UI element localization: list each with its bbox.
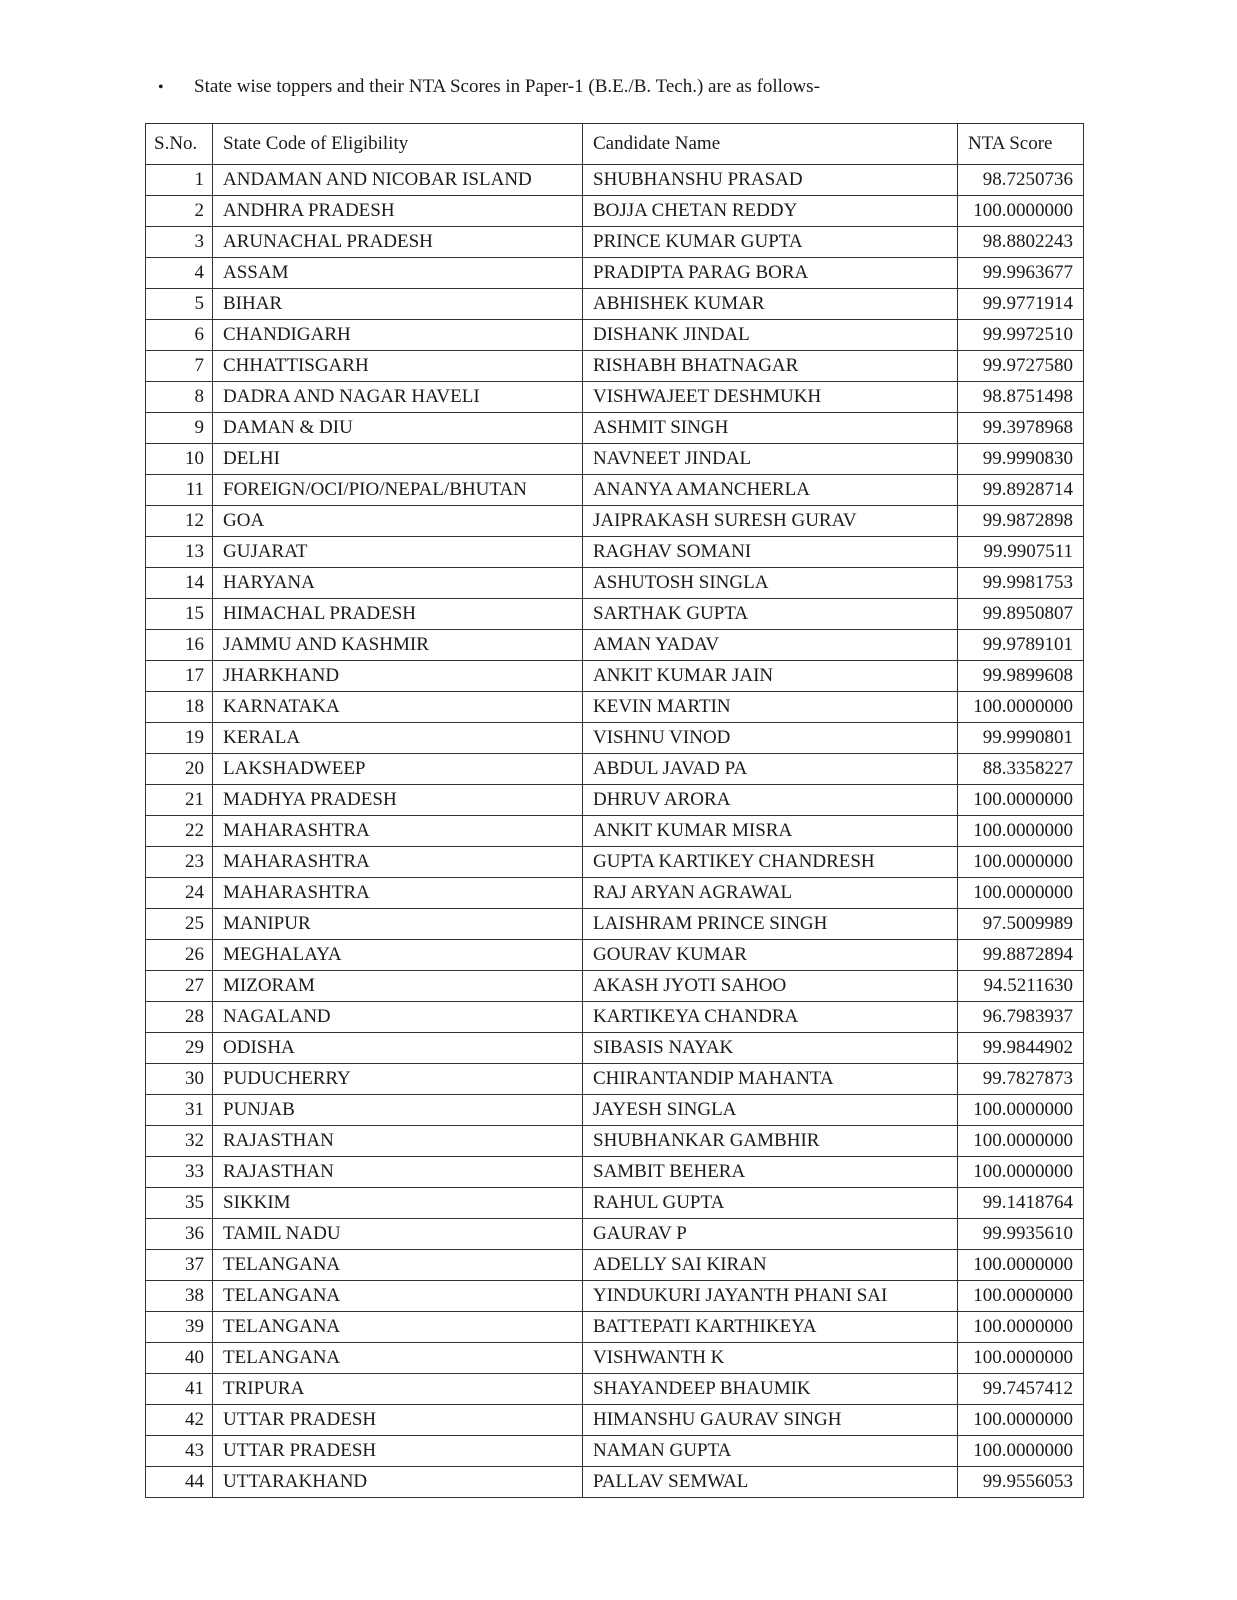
cell-state: UTTAR PRADESH bbox=[213, 1436, 583, 1467]
cell-state: CHHATTISGARH bbox=[213, 351, 583, 382]
cell-nta-score: 100.0000000 bbox=[958, 847, 1084, 878]
cell-state: TELANGANA bbox=[213, 1343, 583, 1374]
cell-nta-score: 100.0000000 bbox=[958, 1436, 1084, 1467]
table-row bbox=[146, 506, 1084, 537]
table-row bbox=[146, 1467, 1084, 1498]
cell-candidate-name: ANKIT KUMAR JAIN bbox=[583, 661, 958, 692]
cell-nta-score: 99.7457412 bbox=[958, 1374, 1084, 1405]
cell-nta-score: 94.5211630 bbox=[958, 971, 1084, 1002]
cell-nta-score: 99.9990830 bbox=[958, 444, 1084, 475]
cell-state: GOA bbox=[213, 506, 583, 537]
cell-sno: 16 bbox=[146, 630, 213, 661]
cell-sno: 42 bbox=[146, 1405, 213, 1436]
cell-nta-score: 100.0000000 bbox=[958, 1343, 1084, 1374]
cell-nta-score: 99.9789101 bbox=[958, 630, 1084, 661]
cell-sno: 20 bbox=[146, 754, 213, 785]
cell-nta-score: 99.1418764 bbox=[958, 1188, 1084, 1219]
cell-state: PUDUCHERRY bbox=[213, 1064, 583, 1095]
cell-candidate-name: VISHWAJEET DESHMUKH bbox=[583, 382, 958, 413]
cell-state: MEGHALAYA bbox=[213, 940, 583, 971]
cell-nta-score: 100.0000000 bbox=[958, 1405, 1084, 1436]
cell-state: TELANGANA bbox=[213, 1250, 583, 1281]
cell-state: KARNATAKA bbox=[213, 692, 583, 723]
cell-nta-score: 100.0000000 bbox=[958, 196, 1084, 227]
cell-candidate-name: BATTEPATI KARTHIKEYA bbox=[583, 1312, 958, 1343]
cell-state: DADRA AND NAGAR HAVELI bbox=[213, 382, 583, 413]
cell-state: GUJARAT bbox=[213, 537, 583, 568]
cell-nta-score: 100.0000000 bbox=[958, 785, 1084, 816]
table-row bbox=[146, 878, 1084, 909]
cell-sno: 40 bbox=[146, 1343, 213, 1374]
table-row bbox=[146, 723, 1084, 754]
cell-state: ODISHA bbox=[213, 1033, 583, 1064]
cell-nta-score: 98.8751498 bbox=[958, 382, 1084, 413]
cell-nta-score: 99.9935610 bbox=[958, 1219, 1084, 1250]
table-row bbox=[146, 785, 1084, 816]
table-row bbox=[146, 909, 1084, 940]
cell-sno: 1 bbox=[146, 165, 213, 196]
cell-state: RAJASTHAN bbox=[213, 1157, 583, 1188]
cell-candidate-name: YINDUKURI JAYANTH PHANI SAI bbox=[583, 1281, 958, 1312]
cell-sno: 2 bbox=[146, 196, 213, 227]
cell-candidate-name: SHAYANDEEP BHAUMIK bbox=[583, 1374, 958, 1405]
cell-candidate-name: DISHANK JINDAL bbox=[583, 320, 958, 351]
cell-candidate-name: VISHNU VINOD bbox=[583, 723, 958, 754]
cell-candidate-name: GOURAV KUMAR bbox=[583, 940, 958, 971]
cell-state: HIMACHAL PRADESH bbox=[213, 599, 583, 630]
cell-nta-score: 99.3978968 bbox=[958, 413, 1084, 444]
table-row bbox=[146, 1312, 1084, 1343]
cell-candidate-name: AMAN YADAV bbox=[583, 630, 958, 661]
table-header-row bbox=[146, 124, 1084, 165]
cell-sno: 35 bbox=[146, 1188, 213, 1219]
cell-candidate-name: NAMAN GUPTA bbox=[583, 1436, 958, 1467]
cell-candidate-name: JAIPRAKASH SURESH GURAV bbox=[583, 506, 958, 537]
cell-nta-score: 99.9981753 bbox=[958, 568, 1084, 599]
cell-sno: 27 bbox=[146, 971, 213, 1002]
cell-candidate-name: ANKIT KUMAR MISRA bbox=[583, 816, 958, 847]
cell-state: JAMMU AND KASHMIR bbox=[213, 630, 583, 661]
table-row bbox=[146, 847, 1084, 878]
cell-state: MANIPUR bbox=[213, 909, 583, 940]
cell-sno: 14 bbox=[146, 568, 213, 599]
cell-sno: 24 bbox=[146, 878, 213, 909]
table-row bbox=[146, 1095, 1084, 1126]
cell-nta-score: 98.8802243 bbox=[958, 227, 1084, 258]
cell-candidate-name: ANANYA AMANCHERLA bbox=[583, 475, 958, 506]
cell-candidate-name: CHIRANTANDIP MAHANTA bbox=[583, 1064, 958, 1095]
cell-sno: 18 bbox=[146, 692, 213, 723]
cell-sno: 26 bbox=[146, 940, 213, 971]
table-row bbox=[146, 1126, 1084, 1157]
table-row bbox=[146, 1219, 1084, 1250]
table-row bbox=[146, 382, 1084, 413]
cell-nta-score: 99.7827873 bbox=[958, 1064, 1084, 1095]
header-candidate-name: Candidate Name bbox=[583, 124, 958, 165]
cell-sno: 19 bbox=[146, 723, 213, 754]
cell-nta-score: 100.0000000 bbox=[958, 1157, 1084, 1188]
cell-state: LAKSHADWEEP bbox=[213, 754, 583, 785]
cell-candidate-name: VISHWANTH K bbox=[583, 1343, 958, 1374]
cell-sno: 21 bbox=[146, 785, 213, 816]
cell-sno: 5 bbox=[146, 289, 213, 320]
cell-nta-score: 99.9556053 bbox=[958, 1467, 1084, 1498]
cell-sno: 12 bbox=[146, 506, 213, 537]
cell-nta-score: 100.0000000 bbox=[958, 1126, 1084, 1157]
cell-nta-score: 99.9972510 bbox=[958, 320, 1084, 351]
cell-state: MAHARASHTRA bbox=[213, 878, 583, 909]
table-row bbox=[146, 1343, 1084, 1374]
table-row bbox=[146, 351, 1084, 382]
cell-candidate-name: PRADIPTA PARAG BORA bbox=[583, 258, 958, 289]
cell-nta-score: 99.9771914 bbox=[958, 289, 1084, 320]
table-row bbox=[146, 196, 1084, 227]
cell-state: MIZORAM bbox=[213, 971, 583, 1002]
cell-sno: 43 bbox=[146, 1436, 213, 1467]
cell-nta-score: 100.0000000 bbox=[958, 1095, 1084, 1126]
table-row bbox=[146, 1405, 1084, 1436]
intro-line bbox=[158, 74, 820, 101]
table-body bbox=[146, 165, 1084, 1498]
cell-nta-score: 99.9907511 bbox=[958, 537, 1084, 568]
cell-nta-score: 99.9899608 bbox=[958, 661, 1084, 692]
cell-sno: 6 bbox=[146, 320, 213, 351]
cell-state: CHANDIGARH bbox=[213, 320, 583, 351]
cell-state: SIKKIM bbox=[213, 1188, 583, 1219]
cell-nta-score: 98.7250736 bbox=[958, 165, 1084, 196]
cell-nta-score: 99.8928714 bbox=[958, 475, 1084, 506]
cell-state: BIHAR bbox=[213, 289, 583, 320]
table-row bbox=[146, 258, 1084, 289]
table-row bbox=[146, 630, 1084, 661]
cell-candidate-name: ASHUTOSH SINGLA bbox=[583, 568, 958, 599]
cell-sno: 7 bbox=[146, 351, 213, 382]
cell-sno: 11 bbox=[146, 475, 213, 506]
cell-state: NAGALAND bbox=[213, 1002, 583, 1033]
cell-state: TELANGANA bbox=[213, 1312, 583, 1343]
cell-nta-score: 100.0000000 bbox=[958, 878, 1084, 909]
cell-nta-score: 99.9844902 bbox=[958, 1033, 1084, 1064]
cell-nta-score: 99.9990801 bbox=[958, 723, 1084, 754]
table-row bbox=[146, 1033, 1084, 1064]
cell-sno: 8 bbox=[146, 382, 213, 413]
header-sno: S.No. bbox=[146, 124, 213, 165]
cell-sno: 15 bbox=[146, 599, 213, 630]
cell-state: RAJASTHAN bbox=[213, 1126, 583, 1157]
cell-state: ARUNACHAL PRADESH bbox=[213, 227, 583, 258]
cell-sno: 32 bbox=[146, 1126, 213, 1157]
cell-state: TAMIL NADU bbox=[213, 1219, 583, 1250]
cell-sno: 37 bbox=[146, 1250, 213, 1281]
cell-sno: 23 bbox=[146, 847, 213, 878]
cell-state: DAMAN & DIU bbox=[213, 413, 583, 444]
cell-candidate-name: RAGHAV SOMANI bbox=[583, 537, 958, 568]
cell-nta-score: 99.9727580 bbox=[958, 351, 1084, 382]
table-row bbox=[146, 1157, 1084, 1188]
cell-state: KERALA bbox=[213, 723, 583, 754]
table-row bbox=[146, 940, 1084, 971]
cell-candidate-name: SHUBHANSHU PRASAD bbox=[583, 165, 958, 196]
cell-nta-score: 88.3358227 bbox=[958, 754, 1084, 785]
cell-state: MAHARASHTRA bbox=[213, 847, 583, 878]
cell-state: DELHI bbox=[213, 444, 583, 475]
table-row bbox=[146, 413, 1084, 444]
cell-state: MADHYA PRADESH bbox=[213, 785, 583, 816]
cell-nta-score: 99.8950807 bbox=[958, 599, 1084, 630]
cell-candidate-name: ASHMIT SINGH bbox=[583, 413, 958, 444]
cell-candidate-name: ABHISHEK KUMAR bbox=[583, 289, 958, 320]
cell-state: TELANGANA bbox=[213, 1281, 583, 1312]
cell-state: ANDAMAN AND NICOBAR ISLAND bbox=[213, 165, 583, 196]
cell-nta-score: 99.9963677 bbox=[958, 258, 1084, 289]
cell-state: JHARKHAND bbox=[213, 661, 583, 692]
table-row bbox=[146, 537, 1084, 568]
cell-candidate-name: SAMBIT BEHERA bbox=[583, 1157, 958, 1188]
bullet-icon: • bbox=[158, 79, 164, 96]
cell-sno: 33 bbox=[146, 1157, 213, 1188]
header-nta-score: NTA Score bbox=[958, 124, 1084, 165]
cell-sno: 28 bbox=[146, 1002, 213, 1033]
cell-state: TRIPURA bbox=[213, 1374, 583, 1405]
toppers-table bbox=[145, 123, 1084, 1498]
table-row bbox=[146, 568, 1084, 599]
cell-nta-score: 99.8872894 bbox=[958, 940, 1084, 971]
cell-candidate-name: SIBASIS NAYAK bbox=[583, 1033, 958, 1064]
cell-candidate-name: RAHUL GUPTA bbox=[583, 1188, 958, 1219]
cell-sno: 41 bbox=[146, 1374, 213, 1405]
cell-nta-score: 100.0000000 bbox=[958, 816, 1084, 847]
table-row bbox=[146, 444, 1084, 475]
table-row bbox=[146, 1374, 1084, 1405]
cell-candidate-name: PALLAV SEMWAL bbox=[583, 1467, 958, 1498]
cell-state: FOREIGN/OCI/PIO/NEPAL/BHUTAN bbox=[213, 475, 583, 506]
table-row bbox=[146, 1250, 1084, 1281]
table-row bbox=[146, 816, 1084, 847]
cell-state: ASSAM bbox=[213, 258, 583, 289]
cell-candidate-name: RISHABH BHATNAGAR bbox=[583, 351, 958, 382]
cell-sno: 25 bbox=[146, 909, 213, 940]
cell-candidate-name: AKASH JYOTI SAHOO bbox=[583, 971, 958, 1002]
cell-sno: 30 bbox=[146, 1064, 213, 1095]
cell-sno: 17 bbox=[146, 661, 213, 692]
cell-candidate-name: BOJJA CHETAN REDDY bbox=[583, 196, 958, 227]
cell-candidate-name: SHUBHANKAR GAMBHIR bbox=[583, 1126, 958, 1157]
table-row bbox=[146, 1002, 1084, 1033]
cell-state: UTTARAKHAND bbox=[213, 1467, 583, 1498]
cell-candidate-name: GAURAV P bbox=[583, 1219, 958, 1250]
cell-sno: 4 bbox=[146, 258, 213, 289]
table-row bbox=[146, 1064, 1084, 1095]
table-row bbox=[146, 1281, 1084, 1312]
table-row bbox=[146, 165, 1084, 196]
table-row bbox=[146, 320, 1084, 351]
table-row bbox=[146, 692, 1084, 723]
cell-nta-score: 99.9872898 bbox=[958, 506, 1084, 537]
cell-sno: 22 bbox=[146, 816, 213, 847]
cell-nta-score: 100.0000000 bbox=[958, 1250, 1084, 1281]
cell-candidate-name: JAYESH SINGLA bbox=[583, 1095, 958, 1126]
cell-nta-score: 97.5009989 bbox=[958, 909, 1084, 940]
cell-candidate-name: HIMANSHU GAURAV SINGH bbox=[583, 1405, 958, 1436]
cell-sno: 38 bbox=[146, 1281, 213, 1312]
cell-sno: 9 bbox=[146, 413, 213, 444]
cell-nta-score: 100.0000000 bbox=[958, 692, 1084, 723]
table-row bbox=[146, 1436, 1084, 1467]
cell-state: PUNJAB bbox=[213, 1095, 583, 1126]
intro-text: State wise toppers and their NTA Scores in Paper-1 (B.E./B. Tech.) are as follows- bbox=[194, 76, 820, 97]
cell-sno: 29 bbox=[146, 1033, 213, 1064]
table-row bbox=[146, 754, 1084, 785]
cell-nta-score: 100.0000000 bbox=[958, 1281, 1084, 1312]
cell-state: ANDHRA PRADESH bbox=[213, 196, 583, 227]
table-row bbox=[146, 661, 1084, 692]
cell-state: UTTAR PRADESH bbox=[213, 1405, 583, 1436]
cell-candidate-name: KEVIN MARTIN bbox=[583, 692, 958, 723]
table-row bbox=[146, 475, 1084, 506]
table-row bbox=[146, 599, 1084, 630]
table-row bbox=[146, 289, 1084, 320]
cell-nta-score: 100.0000000 bbox=[958, 1312, 1084, 1343]
cell-candidate-name: LAISHRAM PRINCE SINGH bbox=[583, 909, 958, 940]
header-state: State Code of Eligibility bbox=[213, 124, 583, 165]
cell-candidate-name: PRINCE KUMAR GUPTA bbox=[583, 227, 958, 258]
cell-candidate-name: DHRUV ARORA bbox=[583, 785, 958, 816]
cell-sno: 44 bbox=[146, 1467, 213, 1498]
cell-sno: 39 bbox=[146, 1312, 213, 1343]
table-row bbox=[146, 227, 1084, 258]
cell-candidate-name: ADELLY SAI KIRAN bbox=[583, 1250, 958, 1281]
cell-candidate-name: NAVNEET JINDAL bbox=[583, 444, 958, 475]
cell-candidate-name: SARTHAK GUPTA bbox=[583, 599, 958, 630]
cell-candidate-name: GUPTA KARTIKEY CHANDRESH bbox=[583, 847, 958, 878]
cell-sno: 3 bbox=[146, 227, 213, 258]
cell-candidate-name: ABDUL JAVAD PA bbox=[583, 754, 958, 785]
cell-sno: 10 bbox=[146, 444, 213, 475]
cell-candidate-name: RAJ ARYAN AGRAWAL bbox=[583, 878, 958, 909]
cell-state: HARYANA bbox=[213, 568, 583, 599]
cell-sno: 36 bbox=[146, 1219, 213, 1250]
table-row bbox=[146, 1188, 1084, 1219]
cell-state: MAHARASHTRA bbox=[213, 816, 583, 847]
cell-sno: 13 bbox=[146, 537, 213, 568]
cell-sno: 31 bbox=[146, 1095, 213, 1126]
table-row bbox=[146, 971, 1084, 1002]
cell-candidate-name: KARTIKEYA CHANDRA bbox=[583, 1002, 958, 1033]
cell-nta-score: 96.7983937 bbox=[958, 1002, 1084, 1033]
